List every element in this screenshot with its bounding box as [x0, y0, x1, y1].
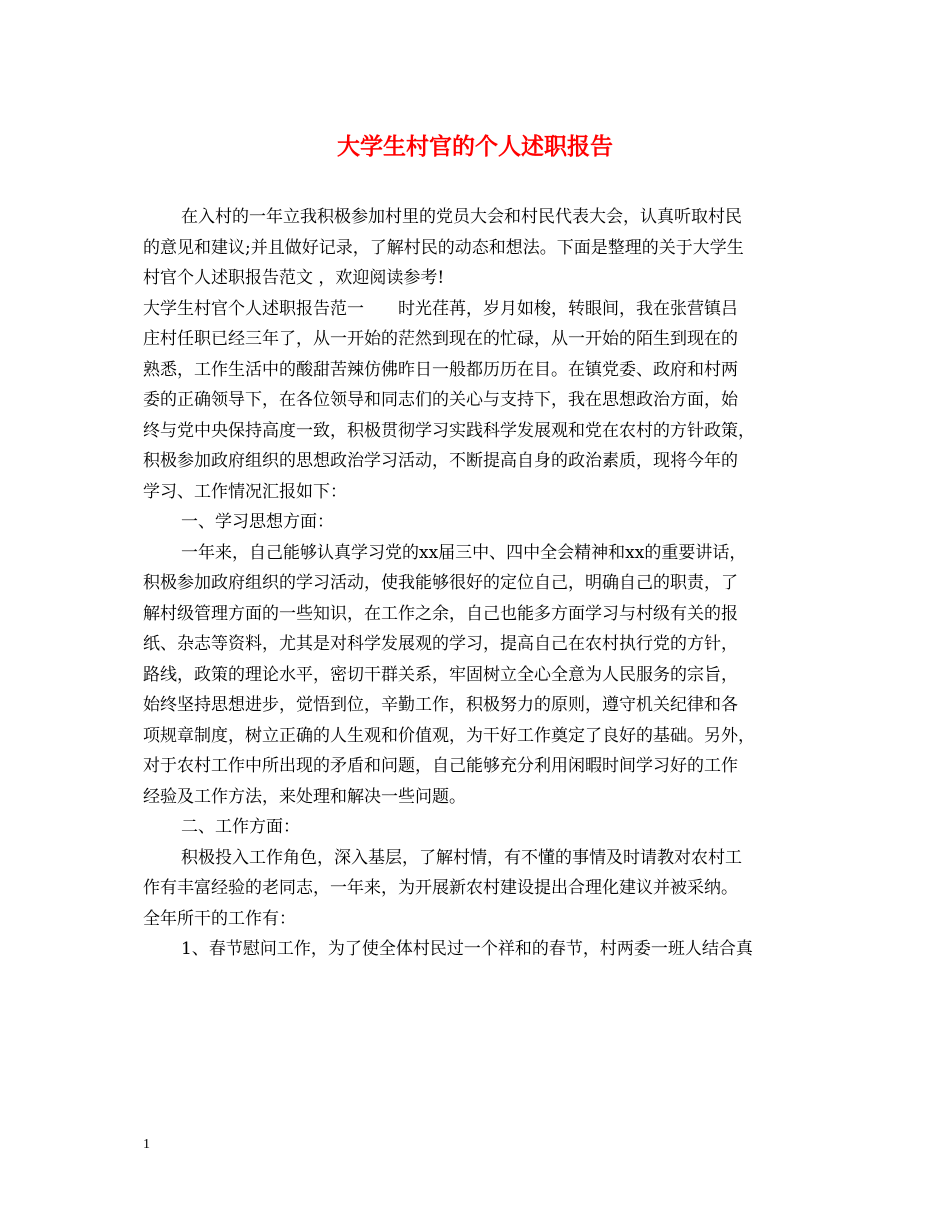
body-line: 一年来，自己能够认真学习党的xx届三中、四中全会精神和xx的重要讲话，	[181, 542, 747, 563]
body-line: 积极投入工作角色，深入基层，了解村情，有不懂的事情及时请教对农村工	[181, 847, 742, 868]
body-line: 在入村的一年立我积极参加村里的党员大会和村民代表大会，认真听取村民	[181, 207, 742, 227]
body-line: 终与党中央保持高度一致，积极贯彻学习实践科学发展观和党在农村的方针政策，	[143, 420, 755, 441]
body-line: 对于农村工作中所出现的矛盾和问题，自己能够充分利用闲暇时间学习好的工作	[143, 756, 738, 776]
body-line: 项规章制度，树立正确的人生观和价值观，为干好工作奠定了良好的基础。另外，	[143, 725, 755, 746]
body-line: 学习、工作情况汇报如下：	[143, 481, 347, 502]
body-line: 庄村任职已经三年了，从一开始的茫然到现在的忙碌，从一开始的陌生到现在的	[143, 329, 738, 349]
body-line: 路线，政策的理论水平，密切干群关系，牢固树立全心全意为人民服务的宗旨，	[143, 664, 738, 685]
body-line: 委的正确领导下，在各位领导和同志们的关心与支持下，我在思想政治方面，始	[143, 390, 738, 410]
body-line: 积极参加政府组织的学习活动，使我能够很好的定位自己，明确自己的职责，了	[143, 573, 738, 593]
body-line: 全年所干的工作有：	[143, 908, 296, 929]
body-line: 熟悉，工作生活中的酸甜苦辣仿佛昨日一般都历历在目。在镇党委、政府和村两	[143, 359, 738, 380]
body-line: 村官个人述职报告范文 ，欢迎阅读参考!	[143, 268, 445, 288]
document-title: 大学生村官的个人述职报告	[337, 133, 613, 160]
body-line: 的意见和建议;并且做好记录，了解村民的动态和想法。下面是整理的关于大学生	[143, 237, 744, 258]
body-line: 1、春节慰问工作，为了使全体村民过一个祥和的春节，村两委一班人结合真	[181, 939, 753, 959]
section-heading: 二、工作方面：	[181, 817, 300, 837]
body-line: 纸、杂志等资料，尤其是对科学发展观的学习，提高自己在农村执行党的方针，	[143, 634, 738, 654]
body-line	[143, 294, 815, 325]
body-line: 经验及工作方法，来处理和解决一些问题。	[143, 786, 466, 807]
section-heading-inline: 大学生村官个人述职报告范一	[143, 298, 364, 319]
document-body	[143, 202, 815, 965]
body-line: 解村级管理方面的一些知识，在工作之余，自己也能多方面学习与村级有关的报	[143, 603, 738, 624]
body-line: 始终坚持思想进步，觉悟到位，辛勤工作，积极努力的原则，遵守机关纪律和各	[143, 695, 738, 715]
page-number: 1	[143, 1137, 150, 1152]
body-line-tail: 时光荏苒，岁月如梭，转眼间，我在张营镇吕	[398, 298, 738, 319]
body-line: 作有丰富经验的老同志，一年来，为开展新农村建设提出合理化建议并被采纳。	[143, 878, 738, 898]
body-line: 积极参加政府组织的思想政治学习活动，不断提高自身的政治素质，现将今年的	[143, 451, 738, 471]
section-heading: 一、学习思想方面：	[181, 512, 334, 532]
